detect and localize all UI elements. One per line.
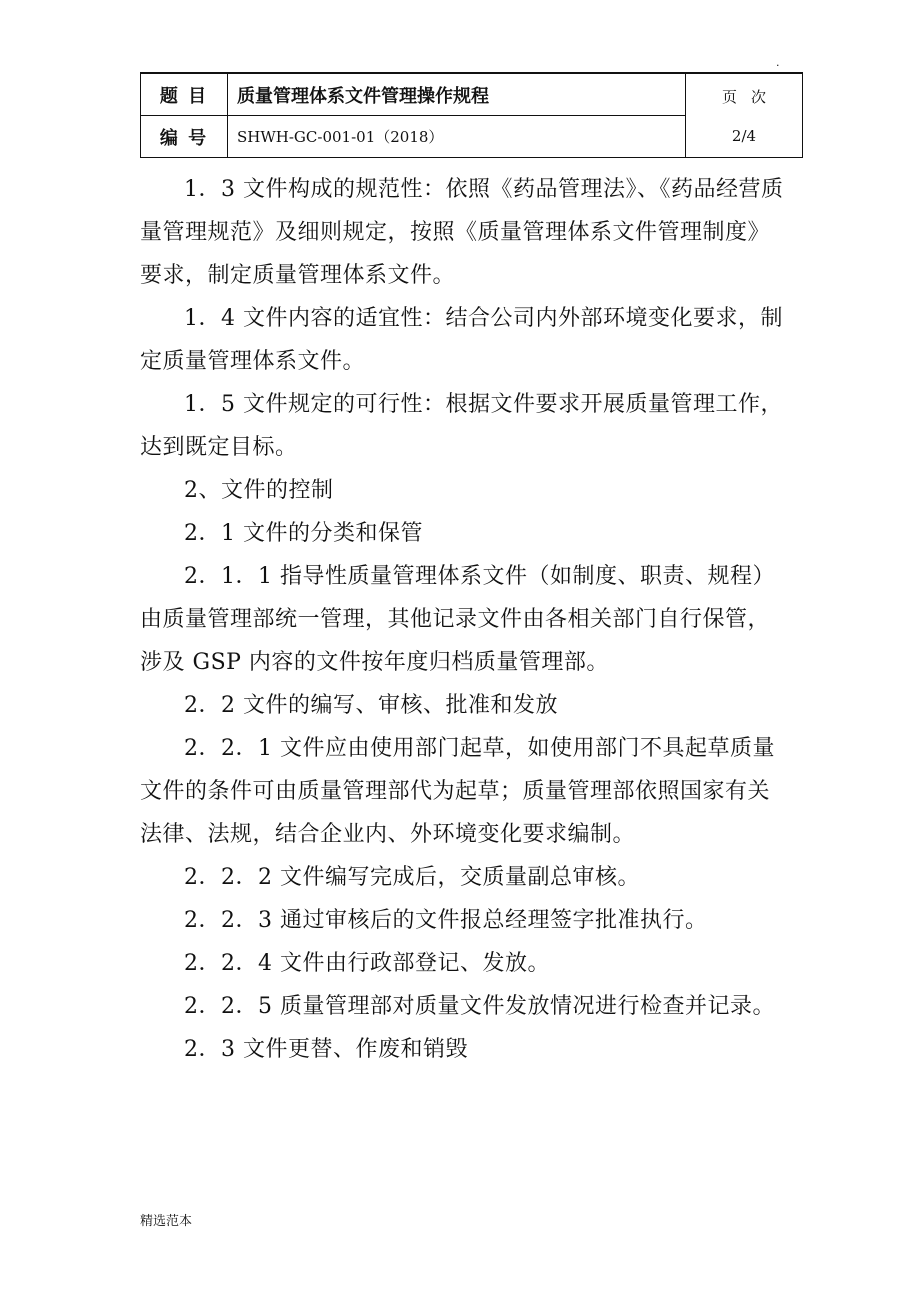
page-cell (686, 73, 803, 158)
paragraph: 2．1．1 指导性质量管理体系文件（如制度、职责、规程）由质量管理部统一管理，其他记录文件由各相关部门自行保管，涉及 GSP 内容的文件按年度归档质量管理部。 (140, 564, 775, 675)
corner-mark: . (776, 56, 780, 69)
section-heading: 2、文件的控制 (184, 478, 334, 503)
code-value: SHWH-GC-001-01（2018） (228, 116, 686, 158)
code-label: 编 号 (141, 116, 228, 158)
page-label: 页次 (721, 88, 780, 106)
header-title-row (141, 73, 803, 116)
subsection-heading: 2．1 文件的分类和保管 (184, 521, 423, 546)
paragraph: 1．3 文件构成的规范性：依照《药品管理法》、《药品经营质量管理规范》及细则规定，按照《质量管理体系文件管理制度》要求，制定质量管理体系文件。 (140, 177, 784, 288)
paragraph: 2．2．3 通过审核后的文件报总经理签字批准执行。 (184, 908, 708, 933)
document-header-table (140, 72, 803, 158)
paragraph: 2．2．2 文件编写完成后，交质量副总审核。 (184, 865, 640, 890)
paragraph: 1．5 文件规定的可行性：根据文件要求开展质量管理工作，达到既定目标。 (140, 392, 783, 460)
paragraph: 2．2．1 文件应由使用部门起草，如使用部门不具起草质量文件的条件可由质量管理部代为起草；质量管理部依照国家有关法律、法规，结合企业内、外环境变化要求编制。 (140, 736, 775, 847)
paragraph: 1．4 文件内容的适宜性：结合公司内外部环境变化要求，制定质量管理体系文件。 (140, 306, 783, 374)
subsection-heading: 2．3 文件更替、作废和销毁 (184, 1037, 468, 1062)
paragraph: 2．2．5 质量管理部对质量文件发放情况进行检查并记录。 (184, 994, 775, 1019)
subsection-heading: 2．2 文件的编写、审核、批准和发放 (184, 693, 558, 718)
footer-note: 精选范本 (140, 1214, 193, 1229)
title-label: 题 目 (141, 73, 228, 116)
page-number: 2/4 (731, 127, 757, 145)
title-value: 质量管理体系文件管理操作规程 (228, 73, 686, 116)
paragraph: 2．2．4 文件由行政部登记、发放。 (184, 951, 550, 976)
document-body (140, 168, 790, 1071)
